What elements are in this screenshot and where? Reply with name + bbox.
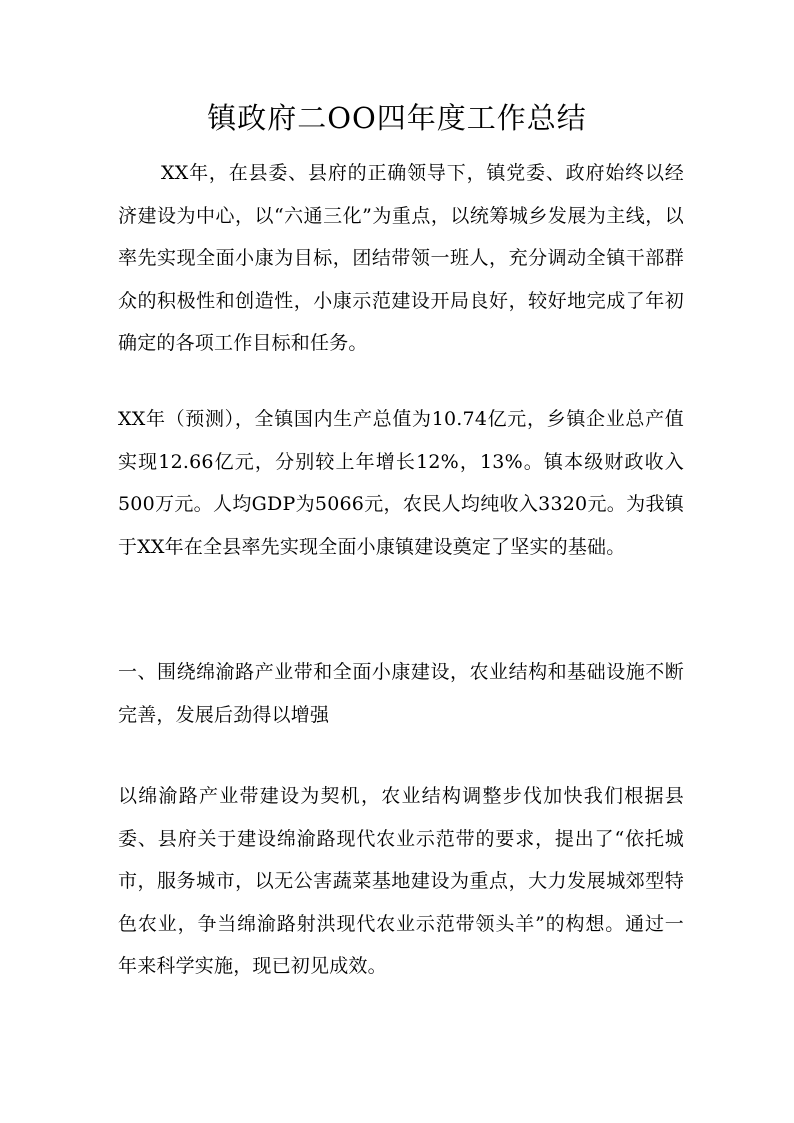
agriculture-paragraph: 以绵渝路产业带建设为契机，农业结构调整步伐加快我们根据县委、县府关于建设绵渝路现代农业示范带的要求，提出了“依托城市，服务城市，以无公害蔬菜基地建设为重点，大力发展城郊型特色农业，争当绵渝路射洪现代农业示范带领头羊”的构想。通过一年来科学实施，现已初见成效。 <box>118 785 684 977</box>
intro-paragraph: XX年，在县委、县府的正确领导下，镇党委、政府始终以经济建设为中心，以“六通三化”为重点，以统筹城乡发展为主线，以率先实现全面小康为目标，团结带领一班人，充分调动全镇干部群众的积极性和创造性，小康示范建设开局良好，较好地完成了年初确定的各项工作目标和任务。 <box>118 162 684 354</box>
document-title: 镇政府二OO四年度工作总结 <box>207 101 587 135</box>
section-heading-paragraph: 一、围绕绵渝路产业带和全面小康建设，农业结构和基础设施不断完善，发展后劲得以增强 <box>118 661 684 726</box>
statistics-paragraph: XX年（预测），全镇国内生产总值为10.74亿元，乡镇企业总产值实现12.66亿元，分别较上年增长12%，13%。镇本级财政收入500万元。人均GDP为5066元，农民人均纯收入3320元。为我镇于XX年在全县率先实现全面小康镇建设奠定了坚实的基础。 <box>118 408 684 558</box>
